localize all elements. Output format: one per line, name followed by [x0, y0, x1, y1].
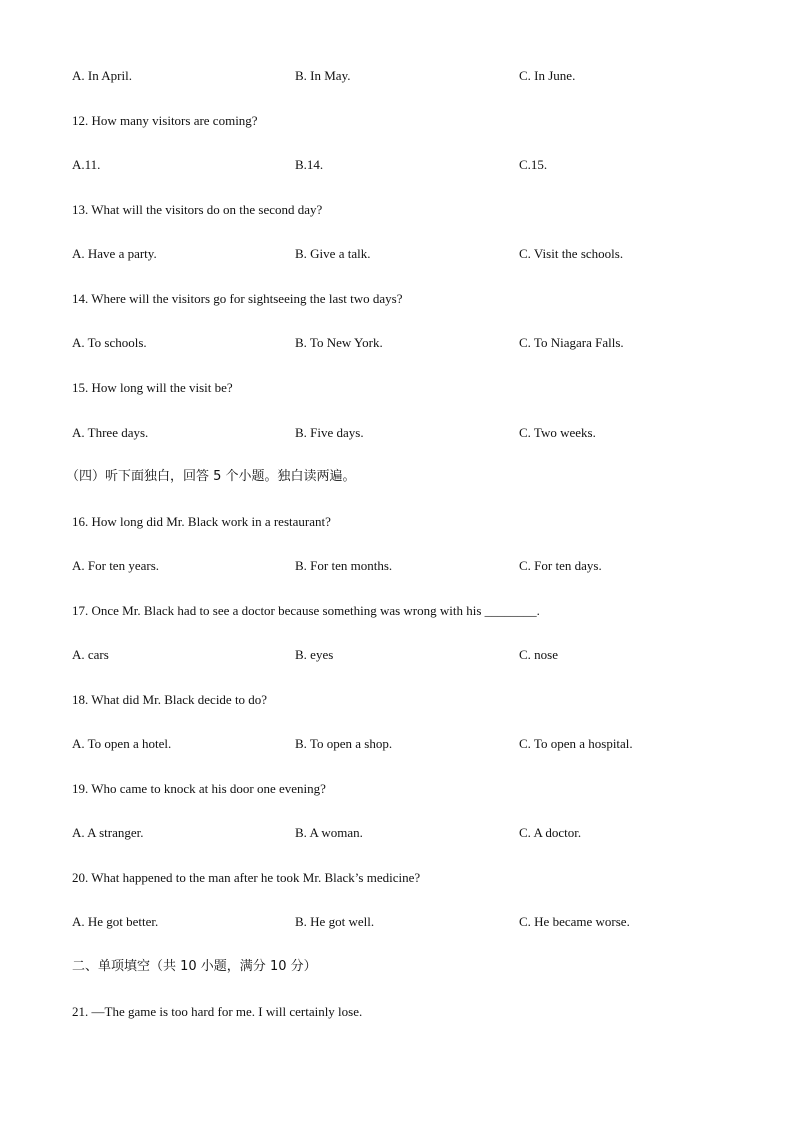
option-b: B. To New York.: [295, 335, 383, 350]
option-c: C. nose: [519, 647, 558, 662]
option-c: C. A doctor.: [519, 825, 582, 840]
option-b: B. Give a talk.: [295, 246, 371, 261]
option-c: C. He became worse.: [519, 914, 630, 929]
section-heading-4: （四）听下面独白，回答 5 个小题。独白读两遍。: [66, 469, 356, 484]
option-a: A. Three days.: [72, 425, 149, 440]
option-a: A. cars: [72, 647, 109, 662]
question-20: 20. What happened to the man after he took Mr. Black’s medicine?: [72, 870, 421, 885]
option-c: C. In June.: [519, 68, 576, 83]
option-b: B. In May.: [295, 68, 351, 83]
option-b: B. He got well.: [295, 914, 375, 929]
question-21: 21. —The game is too hard for me. I will certainly lose.: [72, 1004, 363, 1019]
option-a: A. To schools.: [72, 335, 147, 350]
question-17: 17. Once Mr. Black had to see a doctor because something was wrong with his ________.: [72, 603, 540, 618]
option-c: C.15.: [519, 157, 548, 172]
option-b: B. eyes: [295, 647, 334, 662]
option-c: C. For ten days.: [519, 558, 602, 573]
question-18: 18. What did Mr. Black decide to do?: [72, 692, 268, 707]
option-a: A. Have a party.: [72, 246, 157, 261]
option-b: B. For ten months.: [295, 558, 393, 573]
section-heading-2: 二、单项填空（共 10 小题，满分 10 分）: [72, 959, 317, 974]
option-c: C. To open a hospital.: [519, 736, 633, 751]
option-b: B. To open a shop.: [295, 736, 393, 751]
option-a: A. He got better.: [72, 914, 159, 929]
option-c: C. Visit the schools.: [519, 246, 624, 261]
question-13: 13. What will the visitors do on the second day?: [72, 202, 323, 217]
option-c: C. Two weeks.: [519, 425, 596, 440]
option-a: A. In April.: [72, 68, 132, 83]
question-19: 19. Who came to knock at his door one evening?: [72, 781, 326, 796]
option-b: B. Five days.: [295, 425, 364, 440]
question-14: 14. Where will the visitors go for sightseeing the last two days?: [72, 291, 403, 306]
question-12: 12. How many visitors are coming?: [72, 113, 258, 128]
option-a: A. To open a hotel.: [72, 736, 172, 751]
option-b: B.14.: [295, 157, 324, 172]
option-b: B. A woman.: [295, 825, 363, 840]
option-c: C. To Niagara Falls.: [519, 335, 624, 350]
question-15: 15. How long will the visit be?: [72, 380, 233, 395]
question-16: 16. How long did Mr. Black work in a restaurant?: [72, 514, 331, 529]
option-a: A. A stranger.: [72, 825, 144, 840]
option-a: A. For ten years.: [72, 558, 160, 573]
option-a: A.11.: [72, 157, 101, 172]
